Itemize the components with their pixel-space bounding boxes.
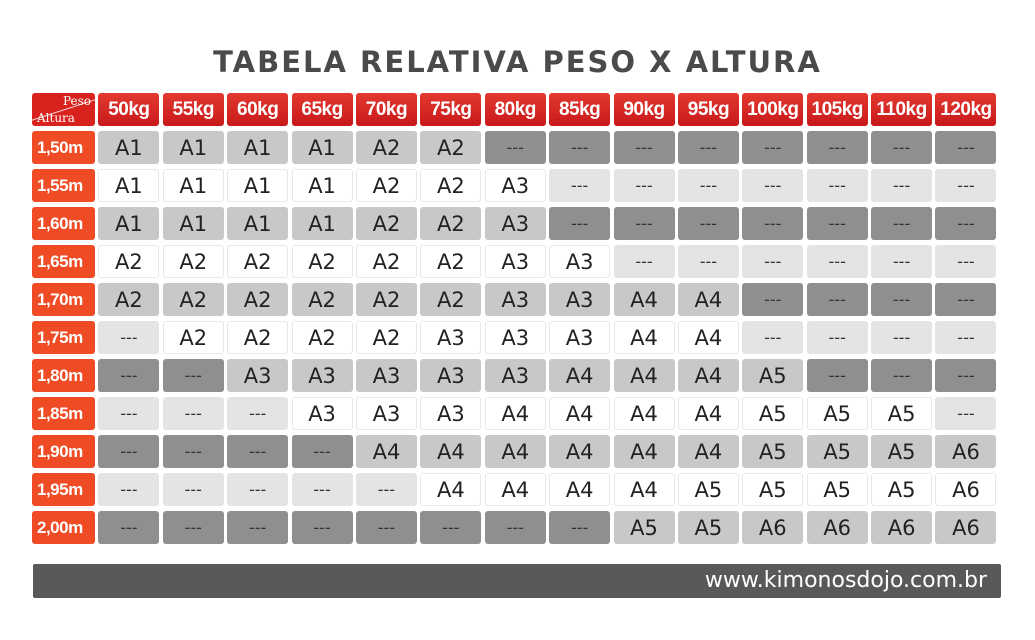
size-cell: A1 xyxy=(292,169,353,202)
size-cell: A3 xyxy=(485,283,546,316)
size-cell: A1 xyxy=(98,207,159,240)
size-cell: --- xyxy=(163,397,224,430)
size-cell: A4 xyxy=(614,359,675,392)
size-cell: --- xyxy=(807,321,868,354)
size-cell: A2 xyxy=(356,131,417,164)
height-header: 1,65m xyxy=(32,245,95,278)
weight-header: 65kg xyxy=(292,93,353,126)
size-cell: A1 xyxy=(98,131,159,164)
size-cell: A3 xyxy=(485,207,546,240)
size-cell: --- xyxy=(742,245,803,278)
size-cell: A3 xyxy=(292,397,353,430)
size-cell: --- xyxy=(163,473,224,506)
size-cell: --- xyxy=(98,397,159,430)
size-cell: A2 xyxy=(356,245,417,278)
size-cell: A5 xyxy=(742,359,803,392)
size-cell: A3 xyxy=(485,169,546,202)
size-cell: A5 xyxy=(807,397,868,430)
size-cell: A5 xyxy=(614,511,675,544)
corner-peso-label: Peso xyxy=(62,94,91,108)
size-cell: --- xyxy=(807,207,868,240)
size-cell: --- xyxy=(742,283,803,316)
size-cell: --- xyxy=(549,169,610,202)
size-cell: A4 xyxy=(614,283,675,316)
size-cell: --- xyxy=(292,473,353,506)
size-cell: A2 xyxy=(227,283,288,316)
size-cell: --- xyxy=(614,245,675,278)
size-cell: --- xyxy=(485,511,546,544)
size-cell: A4 xyxy=(614,473,675,506)
height-header: 1,50m xyxy=(32,131,95,164)
size-cell: A1 xyxy=(292,207,353,240)
height-header: 1,75m xyxy=(32,321,95,354)
size-cell: --- xyxy=(678,207,739,240)
size-cell: A3 xyxy=(485,245,546,278)
size-cell: A4 xyxy=(678,359,739,392)
size-cell: --- xyxy=(163,511,224,544)
size-cell: A2 xyxy=(163,321,224,354)
size-cell: --- xyxy=(871,359,932,392)
size-cell: A3 xyxy=(549,321,610,354)
size-cell: A5 xyxy=(807,435,868,468)
size-cell: --- xyxy=(98,435,159,468)
size-cell: A1 xyxy=(163,131,224,164)
size-cell: --- xyxy=(549,511,610,544)
size-cell: --- xyxy=(356,473,417,506)
size-cell: A4 xyxy=(485,473,546,506)
corner-altura-label: Altura xyxy=(37,111,75,125)
size-cell: A5 xyxy=(807,473,868,506)
page-title: TABELA RELATIVA PESO X ALTURA xyxy=(213,45,822,79)
size-cell: --- xyxy=(871,245,932,278)
size-cell: A2 xyxy=(98,283,159,316)
size-cell: --- xyxy=(549,207,610,240)
size-cell: A3 xyxy=(420,397,481,430)
size-cell: --- xyxy=(935,131,996,164)
footer-bar xyxy=(33,564,1001,598)
size-cell: A3 xyxy=(485,321,546,354)
size-cell: A2 xyxy=(163,245,224,278)
height-header: 1,95m xyxy=(32,473,95,506)
size-cell: --- xyxy=(742,321,803,354)
size-cell: A3 xyxy=(549,283,610,316)
size-cell: A5 xyxy=(871,473,932,506)
size-cell: A3 xyxy=(420,359,481,392)
size-cell: A1 xyxy=(292,131,353,164)
size-cell: A2 xyxy=(356,169,417,202)
size-cell: --- xyxy=(163,359,224,392)
size-cell: --- xyxy=(871,283,932,316)
size-cell: A2 xyxy=(420,169,481,202)
size-cell: A3 xyxy=(227,359,288,392)
size-cell: A2 xyxy=(292,321,353,354)
size-cell: A6 xyxy=(935,435,996,468)
size-cell: --- xyxy=(935,169,996,202)
size-cell: A5 xyxy=(742,397,803,430)
size-cell: A3 xyxy=(356,397,417,430)
size-cell: A2 xyxy=(356,283,417,316)
size-cell: A6 xyxy=(935,511,996,544)
size-cell: A4 xyxy=(614,321,675,354)
size-cell: A4 xyxy=(549,397,610,430)
size-cell: A6 xyxy=(807,511,868,544)
weight-header: 55kg xyxy=(163,93,224,126)
size-cell: --- xyxy=(420,511,481,544)
size-cell: A2 xyxy=(292,245,353,278)
size-cell: A4 xyxy=(614,397,675,430)
size-cell: A1 xyxy=(227,169,288,202)
size-cell: A4 xyxy=(356,435,417,468)
size-cell: A6 xyxy=(935,473,996,506)
size-cell: A2 xyxy=(356,207,417,240)
size-cell: A1 xyxy=(98,169,159,202)
height-header: 2,00m xyxy=(32,511,95,544)
size-cell: A3 xyxy=(292,359,353,392)
size-cell: --- xyxy=(98,511,159,544)
size-cell: A5 xyxy=(871,435,932,468)
height-header: 1,70m xyxy=(32,283,95,316)
size-cell: A4 xyxy=(549,359,610,392)
weight-header: 70kg xyxy=(356,93,417,126)
weight-header: 50kg xyxy=(98,93,159,126)
weight-header: 60kg xyxy=(227,93,288,126)
size-cell: --- xyxy=(935,321,996,354)
size-cell: A2 xyxy=(227,321,288,354)
size-cell: --- xyxy=(807,359,868,392)
size-cell: --- xyxy=(935,207,996,240)
size-cell: A2 xyxy=(163,283,224,316)
size-cell: A2 xyxy=(420,283,481,316)
size-cell: A3 xyxy=(549,245,610,278)
size-cell: A4 xyxy=(678,435,739,468)
size-cell: --- xyxy=(807,245,868,278)
size-cell: A4 xyxy=(678,397,739,430)
size-cell: --- xyxy=(227,511,288,544)
size-cell: A3 xyxy=(420,321,481,354)
size-cell: A5 xyxy=(678,473,739,506)
size-cell: A4 xyxy=(549,435,610,468)
size-cell: --- xyxy=(935,283,996,316)
size-cell: A5 xyxy=(742,473,803,506)
weight-header: 100kg xyxy=(742,93,803,126)
size-cell: A2 xyxy=(356,321,417,354)
weight-header: 95kg xyxy=(678,93,739,126)
size-table xyxy=(32,93,996,544)
weight-header: 120kg xyxy=(935,93,996,126)
size-cell: --- xyxy=(98,321,159,354)
size-cell: --- xyxy=(292,435,353,468)
size-cell: A2 xyxy=(420,207,481,240)
size-cell: --- xyxy=(98,473,159,506)
size-cell: --- xyxy=(98,359,159,392)
size-cell: A2 xyxy=(98,245,159,278)
size-cell: --- xyxy=(871,169,932,202)
size-cell: A4 xyxy=(485,435,546,468)
size-cell: --- xyxy=(935,359,996,392)
size-cell: A3 xyxy=(485,359,546,392)
size-cell: --- xyxy=(935,397,996,430)
size-cell: --- xyxy=(678,169,739,202)
size-cell: A2 xyxy=(420,131,481,164)
size-cell: --- xyxy=(871,131,932,164)
size-cell: A4 xyxy=(614,435,675,468)
size-cell: --- xyxy=(807,169,868,202)
size-cell: A6 xyxy=(871,511,932,544)
height-header: 1,90m xyxy=(32,435,95,468)
weight-header: 85kg xyxy=(549,93,610,126)
size-cell: A5 xyxy=(871,397,932,430)
size-cell: --- xyxy=(549,131,610,164)
size-cell: --- xyxy=(614,169,675,202)
size-cell: A4 xyxy=(485,397,546,430)
height-header: 1,60m xyxy=(32,207,95,240)
size-cell: --- xyxy=(871,207,932,240)
size-cell: A2 xyxy=(227,245,288,278)
size-cell: A4 xyxy=(678,283,739,316)
size-cell: A4 xyxy=(420,473,481,506)
height-header: 1,80m xyxy=(32,359,95,392)
height-header: 1,55m xyxy=(32,169,95,202)
size-cell: --- xyxy=(807,283,868,316)
size-cell: --- xyxy=(807,131,868,164)
size-cell: A3 xyxy=(356,359,417,392)
size-cell: --- xyxy=(614,131,675,164)
size-cell: --- xyxy=(227,435,288,468)
size-cell: --- xyxy=(356,511,417,544)
size-cell: A2 xyxy=(292,283,353,316)
height-header: 1,85m xyxy=(32,397,95,430)
size-cell: --- xyxy=(742,131,803,164)
weight-header: 90kg xyxy=(614,93,675,126)
size-cell: A1 xyxy=(163,207,224,240)
weight-header: 75kg xyxy=(420,93,481,126)
size-cell: --- xyxy=(742,169,803,202)
size-cell: A4 xyxy=(678,321,739,354)
size-cell: A1 xyxy=(227,207,288,240)
size-cell: --- xyxy=(485,131,546,164)
size-cell: A2 xyxy=(420,245,481,278)
size-cell: --- xyxy=(614,207,675,240)
size-cell: --- xyxy=(227,473,288,506)
footer-url: www.kimonosdojo.com.br xyxy=(704,568,987,593)
weight-header: 110kg xyxy=(871,93,932,126)
size-cell: --- xyxy=(292,511,353,544)
size-cell: A4 xyxy=(420,435,481,468)
size-cell: A1 xyxy=(227,131,288,164)
size-cell: A6 xyxy=(742,511,803,544)
size-cell: --- xyxy=(871,321,932,354)
size-cell: A5 xyxy=(678,511,739,544)
weight-header: 105kg xyxy=(807,93,868,126)
size-cell: --- xyxy=(678,131,739,164)
size-cell: --- xyxy=(742,207,803,240)
size-cell: --- xyxy=(935,245,996,278)
size-cell: A5 xyxy=(742,435,803,468)
weight-header: 80kg xyxy=(485,93,546,126)
size-cell: A4 xyxy=(549,473,610,506)
size-cell: --- xyxy=(163,435,224,468)
size-cell: --- xyxy=(678,245,739,278)
size-cell: --- xyxy=(227,397,288,430)
size-cell: A1 xyxy=(163,169,224,202)
table-corner xyxy=(32,93,95,126)
